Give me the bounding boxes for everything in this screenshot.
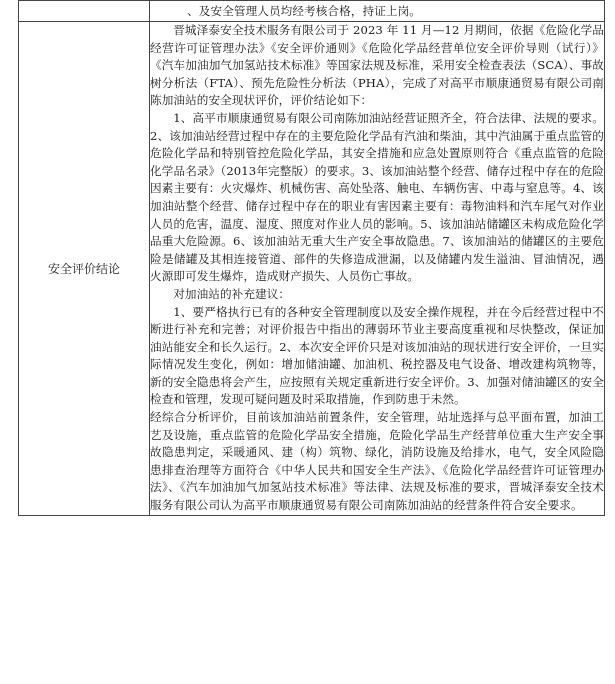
paragraph-conclusions: 1、高平市顺康通贸易有限公司南陈加油站经营证照齐全，符合法律、法规的要求。2、该加油站经营过程中存在的主要危险化学品有汽油和柴油，其中汽油属于重点监管的危险化学品和特别管控危险化学品，其安全措施和应急处置原则符合《重点监管的危险化学品名录》（2013年完整版）的要求。3、该加油站整个经营、储存过程中存在的危险因素主要有：火灾爆炸、机械伤害、高处坠落、触电、车辆伤害、中毒与窒息等。4、该加油站整个经营、储存过程中存在的职业有害因素主要有：毒物油料和汽车尾气对作业人员的危害，温度、湿度、照度对作业人员的影响。5、该加油站储罐区未构成危险化学品重大危险源。6、该加油站无重大生产安全事故隐患。7、该加油站的储罐区的主要危险是储罐及其相连接管道、部件的失修造成泄漏，以及储罐内发生溢油、冒油情况，遇火源即可发生爆炸，造成财产损失、人员伤亡事故。 — [150, 110, 604, 284]
paragraph-final-conclusion: 经综合分析评价，目前该加油站前置条件，安全管理，站址选择与总平面布置，加油工艺及设施，重点监管的危险化学品安全措施，危险化学品生产经营单位重大生产安全事故隐患判定，采暖通风、建（构）筑物、绿化，消防设施及给排水，电气，安全风险隐患排查治理等方面符合《中华人民共和国安全生产法》、《危险化学品经营许可证管理办法》、《汽车加油加气加氢站技术标准》等法律、法规及标准的要求，晋城泽泰安全技术服务有限公司认为高平市顺康通贸易有限公司南陈加油站的经营条件符合安全要求。 — [150, 410, 604, 513]
paragraph-suggestions: 1、要严格执行已有的各种安全管理制度以及安全操作规程，并在今后经营过程中不断进行补充和完善；对评价报告中指出的薄弱环节业主要高度重视和尽快整改，保证加油站能安全和长久运行。2、本次安全评价只是对该加油站的现状进行安全评价，一旦实际情况发生变化，例如：增加储油罐、加油机、税控器及电气设备、增改建构筑物等，新的安全隐患将会产生，应按照有关规定重新进行安全评价。3、加强对储油罐区的安全检查和管理，发现可疑问题及时采取措施，作到防患于未然。 — [150, 304, 604, 407]
document-page — [18, 0, 605, 676]
evaluation-table — [18, 0, 605, 516]
paragraph-suggestions-heading: 对加油站的补充建议： — [173, 286, 291, 301]
conclusion-body — [150, 22, 605, 516]
row-top-paragraph: 、及安全管理人员均经考核合格，持证上岗。 — [187, 4, 421, 18]
conclusion-label: 安全评价结论 — [19, 22, 150, 516]
row-top-text — [150, 1, 605, 22]
paragraph-intro: 晋城泽泰安全技术服务有限公司于 2023 年 11 月—12 月期间，依据《危险化学品经营许可证管理办法》《安全评价通则》《危险化学品经营单位安全评价导则（试行）》《汽车加油加气加氢站技术标准》等国家法规及标准，采用安全检查表法（SCA）、事故树分析法（FTA）、预先危险性分析法（PHA），完成了对高平市顺康通贸易有限公司南陈加油站的安全现状评价，评价结论如下： — [150, 23, 604, 108]
table-row-conclusion — [19, 22, 605, 516]
row-top-label — [19, 1, 150, 22]
table-row-top — [19, 1, 605, 22]
